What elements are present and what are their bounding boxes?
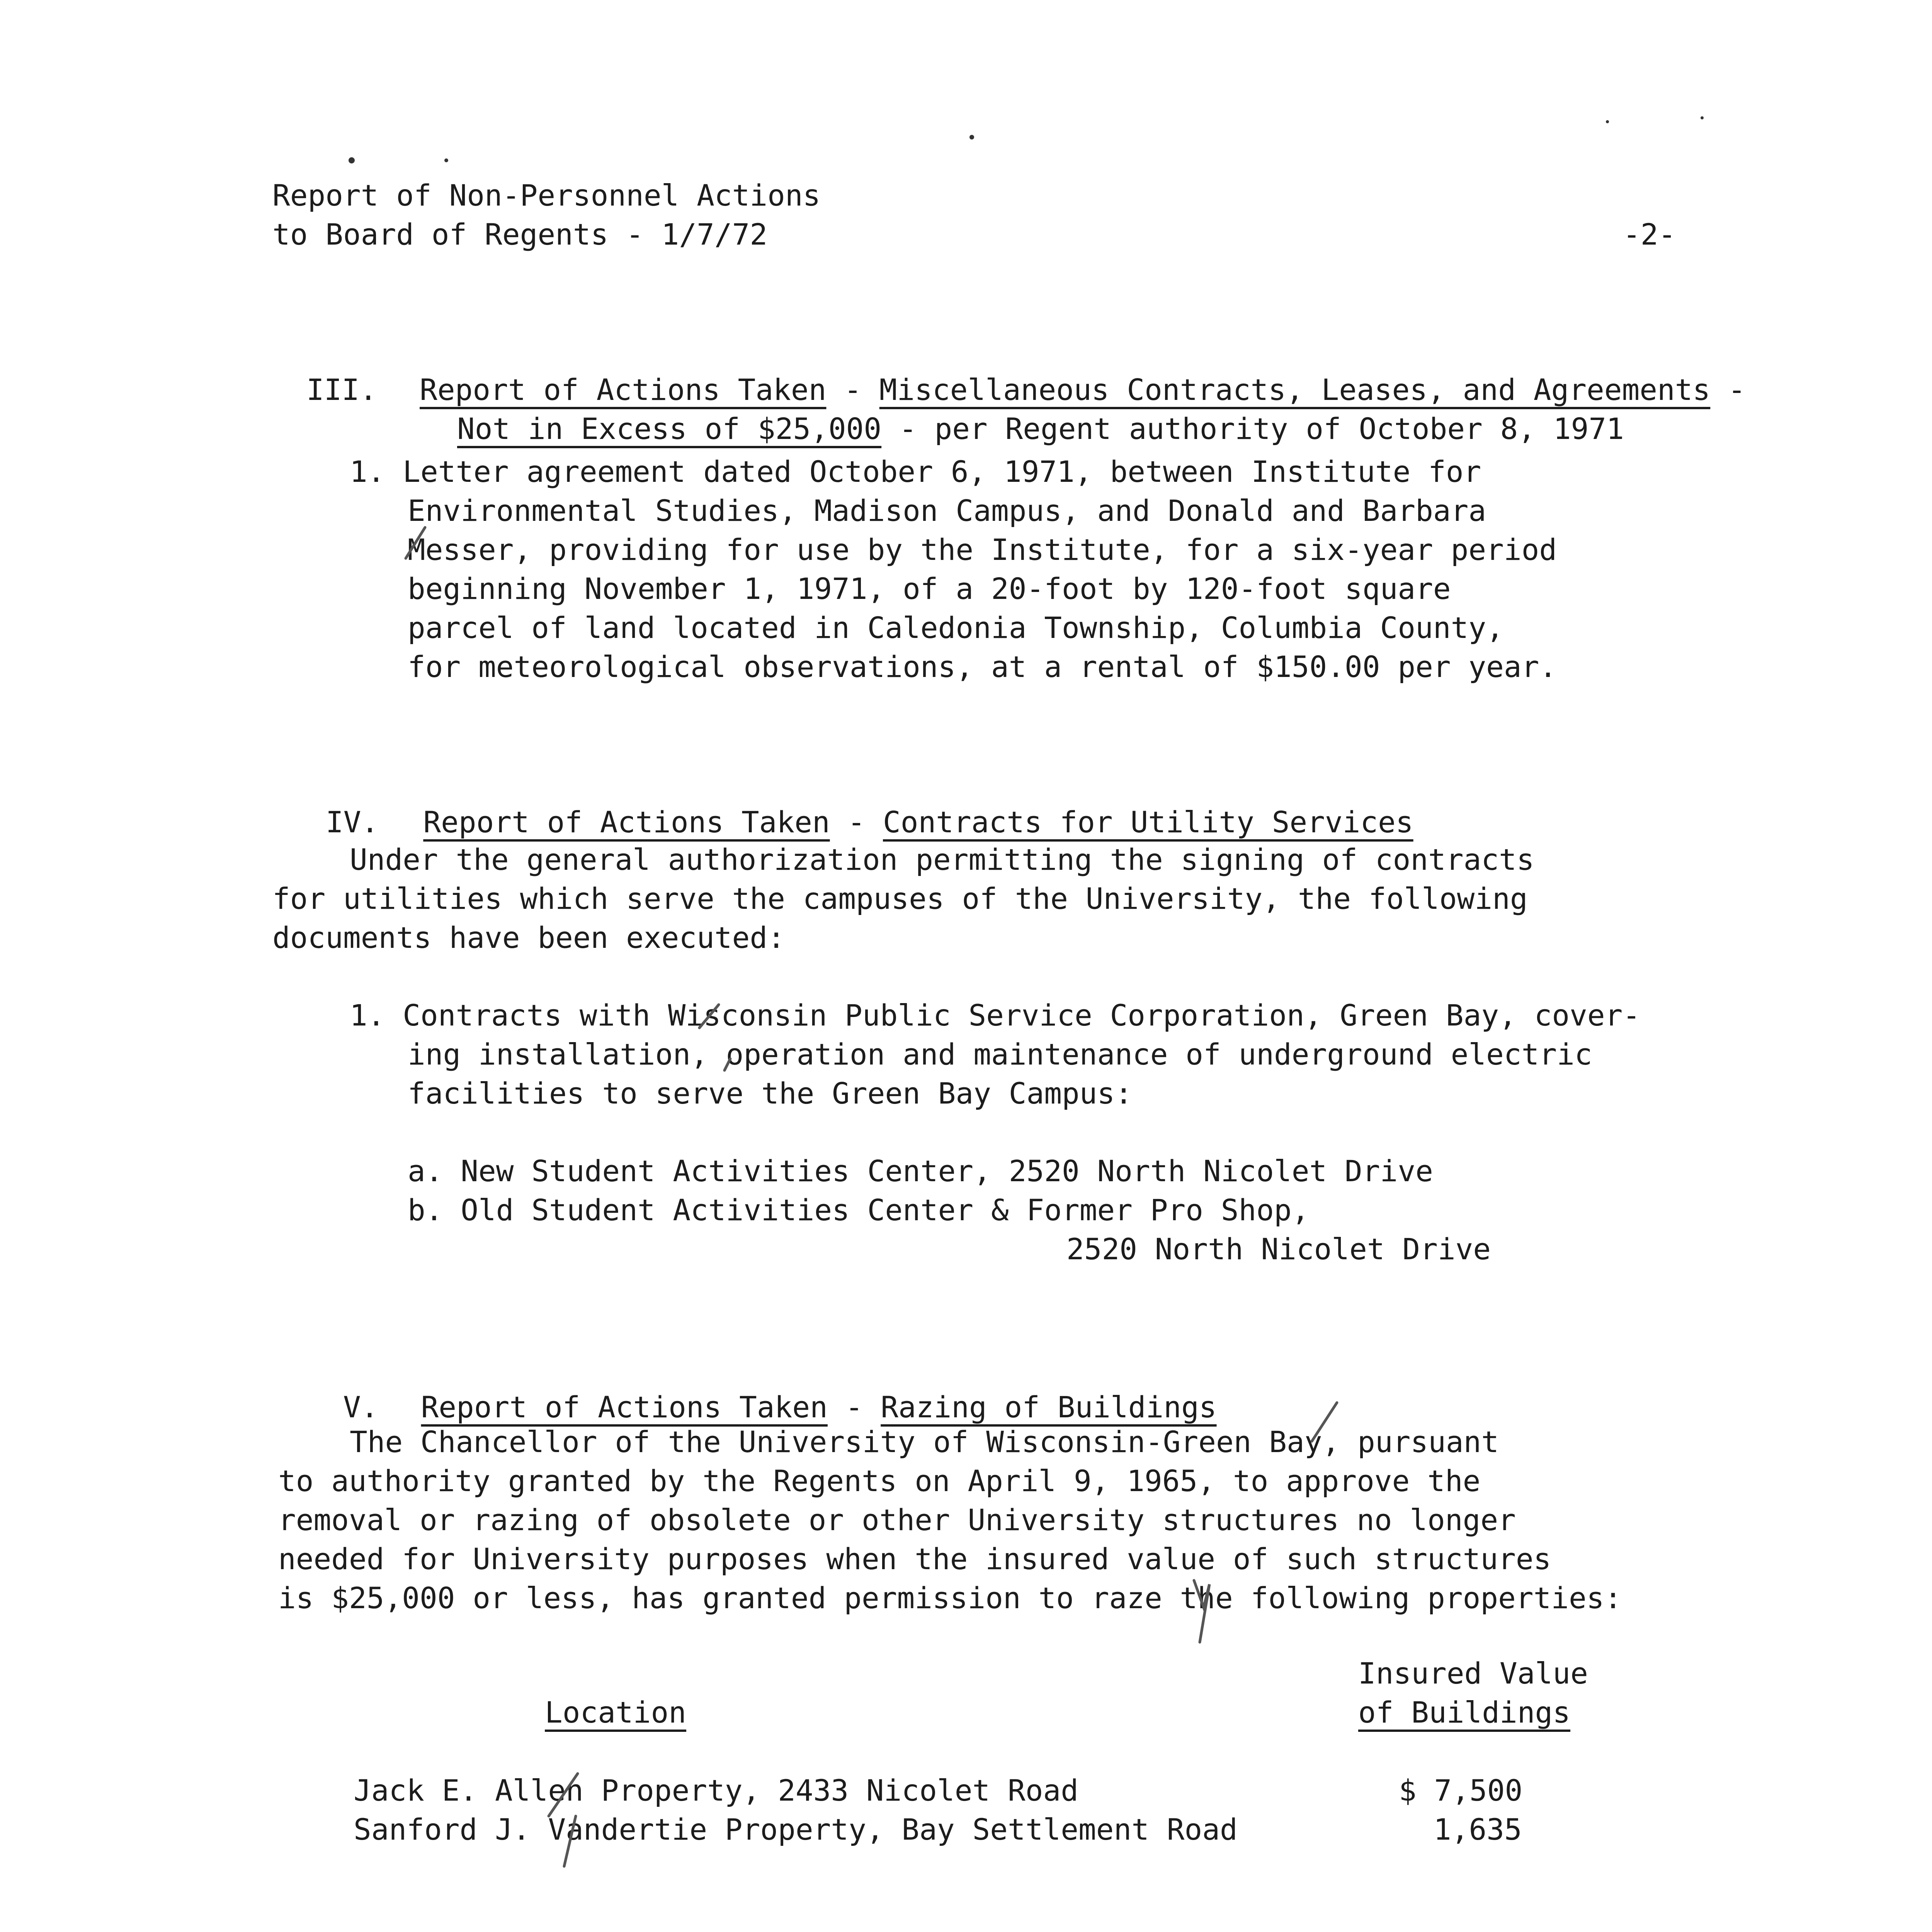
section-3-numeral: III.	[306, 372, 378, 407]
section-4-intro-line3: documents have been executed:	[272, 920, 785, 955]
speck-5	[1701, 116, 1704, 119]
section-5-title-b: Razing of Buildings	[881, 1390, 1217, 1424]
section-3-item-1-line3: Messer, providing for use by the Institute, for a six-year period	[408, 532, 1557, 567]
section-4-item-1-line2: ing installation, operation and maintenance of underground electric	[408, 1037, 1592, 1071]
section-4-sub-item-b-address: 2520 North Nicolet Drive	[1066, 1232, 1491, 1266]
section-5-body-line3: removal or razing of obsolete or other University structures no longer	[278, 1503, 1516, 1537]
section-3-title-d: - per Regent authority of October 8, 1971	[881, 412, 1624, 446]
section-3-item-1-line1: 1. Letter agreement dated October 6, 1971, between Institute for	[350, 454, 1481, 489]
section-5-sep: -	[827, 1390, 881, 1424]
table-row-2-location: Sanford J. Vandertie Property, Bay Settlement Road	[354, 1812, 1238, 1847]
section-5-body-line5: is $25,000 or less, has granted permission to raze the following properties:	[278, 1581, 1622, 1615]
table-header-insured-value-line2: of Buildings	[1358, 1695, 1571, 1730]
section-5-body-line4: needed for University purposes when the insured value of such structures	[278, 1542, 1551, 1576]
section-4-item-1-line1: 1. Contracts with Wisconsin Public Service Corporation, Green Bay, cover-	[350, 998, 1641, 1032]
section-4-item-1-line3: facilities to serve the Green Bay Campus:	[408, 1076, 1133, 1111]
section-3-title-a: Report of Actions Taken	[420, 372, 827, 407]
section-3-title-b: Miscellaneous Contracts, Leases, and Agreements	[879, 372, 1711, 407]
section-5-numeral: V.	[343, 1390, 379, 1424]
report-title-line1: Report of Non-Personnel Actions	[272, 178, 821, 213]
section-5-body-line1: The Chancellor of the University of Wisconsin-Green Bay, pursuant	[350, 1425, 1499, 1459]
table-row-1-location: Jack E. Allen Property, 2433 Nicolet Road	[354, 1773, 1078, 1808]
section-4-numeral: IV.	[326, 805, 379, 839]
section-3-item-1-line2: Environmental Studies, Madison Campus, and Donald and Barbara	[408, 493, 1486, 528]
section-3-item-1-line5: parcel of land located in Caledonia Township, Columbia County,	[408, 611, 1504, 645]
section-4-sub-item-a: a. New Student Activities Center, 2520 North Nicolet Drive	[408, 1154, 1433, 1188]
section-3-item-1-line6: for meteorological observations, at a rental of $150.00 per year.	[408, 650, 1557, 684]
speck-3	[969, 135, 974, 139]
section-4-intro-line2: for utilities which serve the campuses of the University, the following	[272, 881, 1528, 916]
speck-2	[444, 158, 448, 162]
report-title-line2: to Board of Regents - 1/7/72	[272, 217, 768, 252]
section-4-title-a: Report of Actions Taken	[423, 805, 830, 839]
section-3-sep: -	[826, 372, 879, 407]
section-4-sub-item-b: b. Old Student Activities Center & Former Pro Shop,	[408, 1193, 1310, 1227]
section-4-intro-line1: Under the general authorization permitting the signing of contracts	[350, 842, 1534, 877]
section-4-title-b: Contracts for Utility Services	[883, 805, 1413, 839]
page-number: -2-	[1623, 217, 1676, 252]
speck-1	[349, 157, 355, 163]
table-row-1-value: $ 7,500	[1399, 1773, 1523, 1808]
section-3-item-1-line4: beginning November 1, 1971, of a 20-foot by 120-foot square	[408, 571, 1451, 606]
table-row-2-value: 1,635	[1434, 1812, 1522, 1847]
table-header-location: Location	[545, 1695, 687, 1730]
section-5-title-a: Report of Actions Taken	[421, 1390, 828, 1424]
section-3-trail: -	[1710, 372, 1746, 407]
section-3-title-c: Not in Excess of $25,000	[457, 412, 882, 446]
section-4-sep: -	[830, 805, 883, 839]
table-header-insured-value-line1: Insured Value	[1358, 1656, 1588, 1690]
section-5-body-line2: to authority granted by the Regents on April 9, 1965, to approve the	[278, 1464, 1481, 1498]
speck-4	[1606, 120, 1609, 123]
